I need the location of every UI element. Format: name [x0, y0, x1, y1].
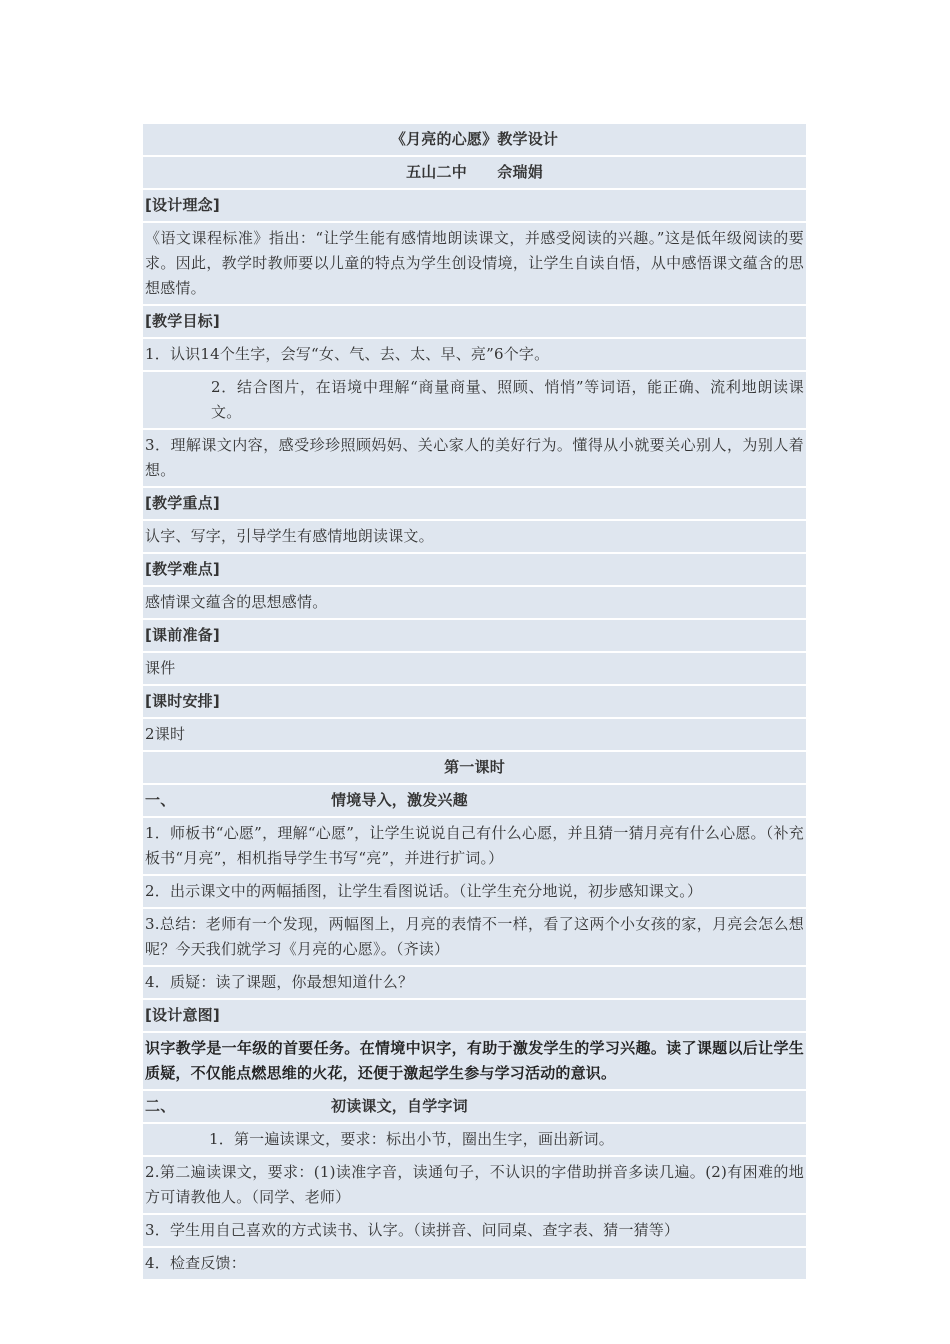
section-2-item-1: 1．第一遍读课文，要求：标出小节，圈出生字，画出新词。 — [143, 1124, 806, 1155]
goal-item-1: 1．认识14个生字，会写“女、气、去、太、早、亮”6个字。 — [143, 339, 806, 370]
section-2-heading — [143, 1091, 806, 1122]
section-2-item-3: 3．学生用自己喜欢的方式读书、认字。（读拼音、问同桌、查字表、猜一猜等） — [143, 1215, 806, 1246]
goal-item-2-text: 2．结合图片，在语境中理解“商量商量、照顾、悄悄”等词语，能正确、流利地朗读课文。 — [211, 378, 804, 421]
paragraph-preparation: 课件 — [143, 653, 806, 684]
heading-difficulties: [教学难点] — [143, 554, 806, 585]
section-1-item-4: 4．质疑：读了课题，你最想知道什么？ — [143, 967, 806, 998]
goal-item-3: 3．理解课文内容，感受珍珍照顾妈妈、关心家人的美好行为。懂得从小就要关心别人，为别人着想。 — [143, 430, 806, 486]
section-2-title: 初读课文，自学字词 — [331, 1097, 468, 1115]
doc-title: 《月亮的心愿》教学设计 — [143, 124, 806, 155]
heading-preparation: [课前准备] — [143, 620, 806, 651]
paragraph-schedule: 2课时 — [143, 719, 806, 750]
section-2-number: 二、 — [145, 1097, 176, 1115]
heading-teaching-goals: [教学目标] — [143, 306, 806, 337]
section-1-item-2: 2．出示课文中的两幅插图，让学生看图说话。（让学生充分地说，初步感知课文。） — [143, 876, 806, 907]
section-1-item-1: 1．师板书“心愿”，理解“心愿”，让学生说说自己有什么心愿，并且猜一猜月亮有什么心愿。（补充板书“月亮”，相机指导学生书写“亮”，并进行扩词。） — [143, 818, 806, 874]
heading-schedule: [课时安排] — [143, 686, 806, 717]
lesson-heading: 第一课时 — [143, 752, 806, 783]
heading-design-intent: [设计意图] — [143, 1000, 806, 1031]
section-2-item-2: 2.第二遍读课文，要求：(1)读准字音，读通句子，不认识的字借助拼音多读几遍。(2)有困难的地方可请教他人。（同学、老师） — [143, 1157, 806, 1213]
paragraph-design-concept: 《语文课程标准》指出：“让学生能有感情地朗读课文，并感受阅读的兴趣。”这是低年级阅读的要求。因此，教学时教师要以儿童的特点为学生创设情境，让学生自读自悟，从中感悟课文蕴含的思想感情。 — [143, 223, 806, 304]
section-1-title: 情境导入，激发兴趣 — [331, 791, 468, 809]
heading-design-concept: [设计理念] — [143, 190, 806, 221]
paragraph-difficulties: 感情课文蕴含的思想感情。 — [143, 587, 806, 618]
section-1-heading — [143, 785, 806, 816]
document-body — [143, 124, 806, 1281]
section-1-number: 一、 — [145, 791, 176, 809]
paragraph-design-intent: 识字教学是一年级的首要任务。在情境中识字，有助于激发学生的学习兴趣。读了课题以后让学生质疑，不仅能点燃思维的火花，还便于激起学生参与学习活动的意识。 — [143, 1033, 806, 1089]
author-line: 五山二中 佘瑞娟 — [143, 157, 806, 188]
goal-item-2 — [143, 372, 806, 428]
paragraph-key-points: 认字、写字，引导学生有感情地朗读课文。 — [143, 521, 806, 552]
section-1-item-3: 3.总结：老师有一个发现，两幅图上，月亮的表情不一样，看了这两个小女孩的家，月亮会怎么想呢？今天我们就学习《月亮的心愿》。（齐读） — [143, 909, 806, 965]
section-2-item-4: 4．检查反馈： — [143, 1248, 806, 1279]
heading-key-points: [教学重点] — [143, 488, 806, 519]
